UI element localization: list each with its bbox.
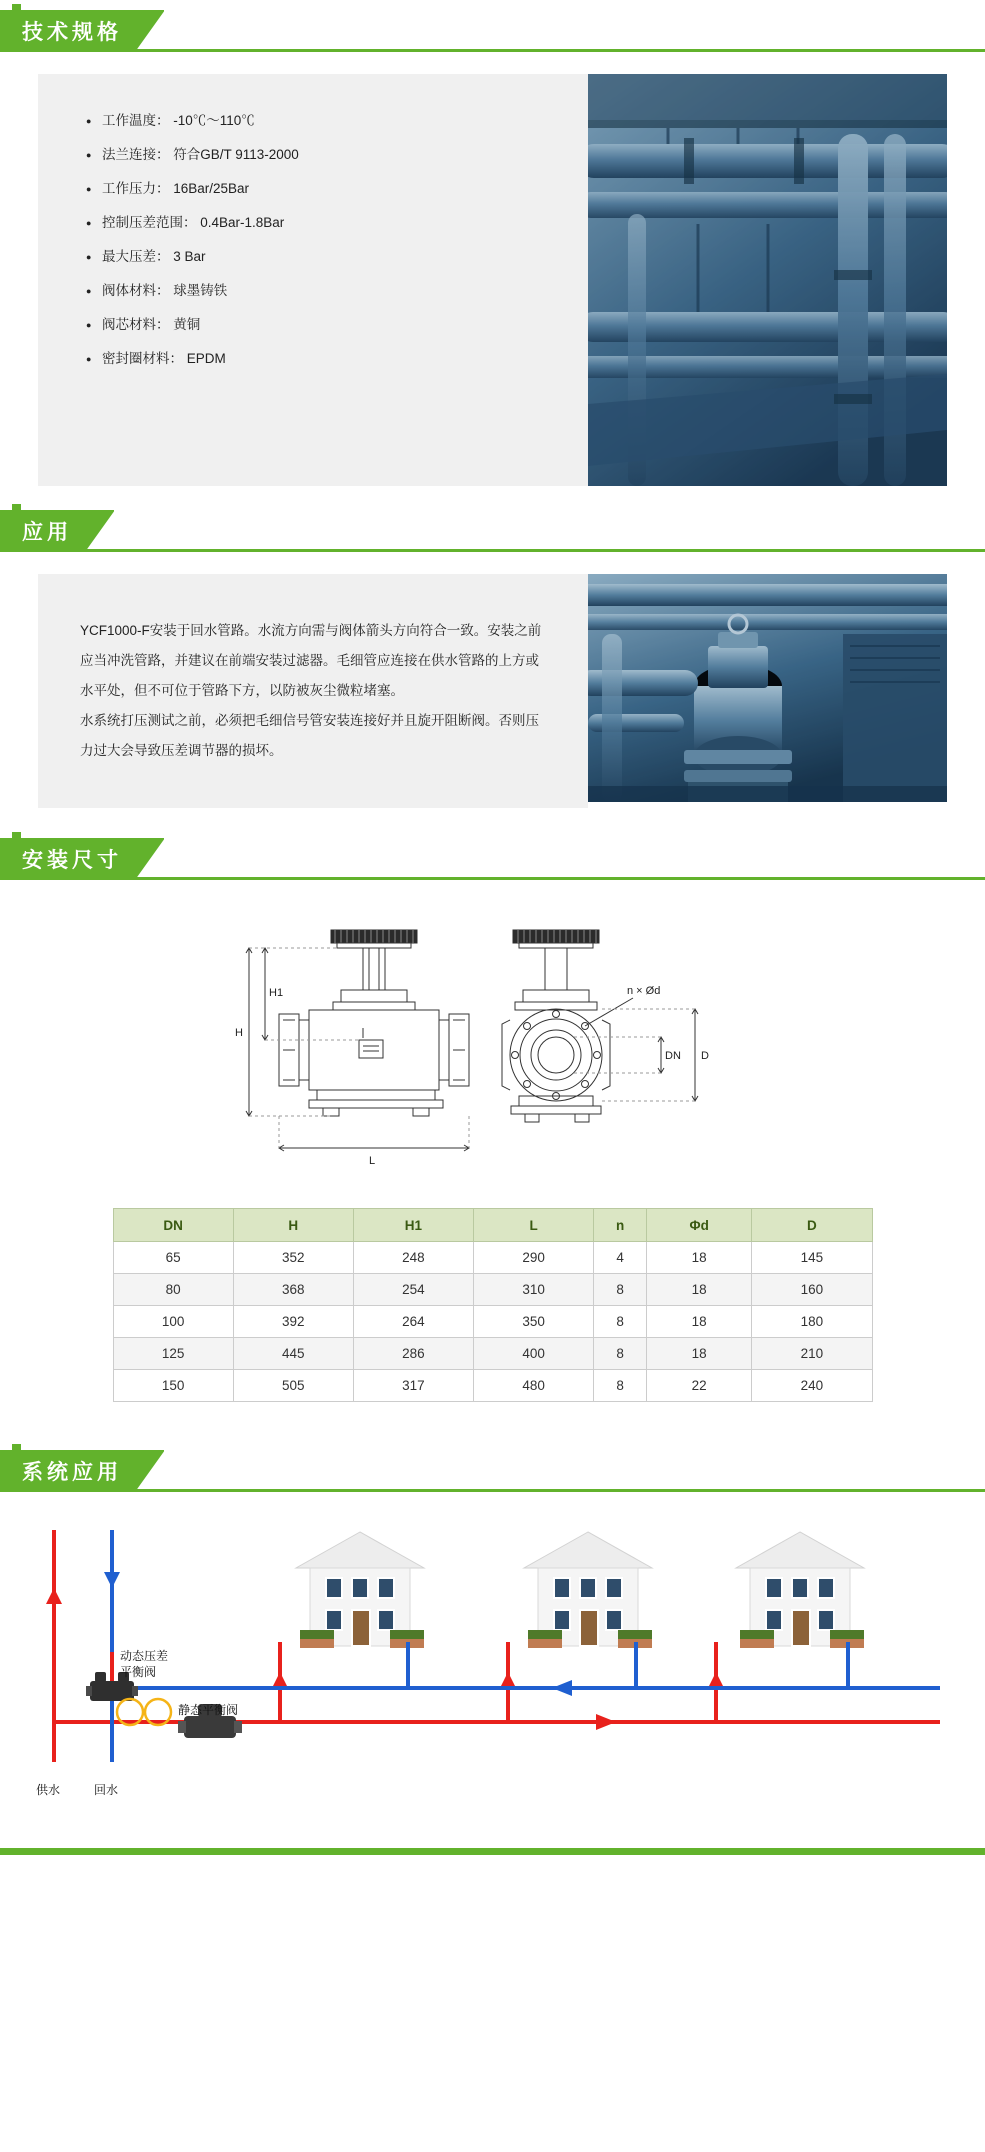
flow-arrow-up [708, 1672, 724, 1688]
table-header-cell: H [233, 1209, 353, 1242]
spec-list [38, 74, 588, 486]
table-cell: 145 [752, 1242, 872, 1274]
label-dynamic-valve-line2: 平衡阀 [120, 1665, 157, 1679]
table-cell: 264 [353, 1306, 473, 1338]
table-header-cell: L [474, 1209, 594, 1242]
spec-item: ● 法兰连接： 符合GB/T 9113-2000 [86, 142, 588, 168]
dim-label-l: L [368, 1155, 375, 1167]
flow-arrow-up [272, 1672, 288, 1688]
table-cell: 18 [647, 1306, 752, 1338]
label-return: 回水 [94, 1783, 119, 1797]
table-cell: 22 [647, 1370, 752, 1402]
table-cell: 125 [113, 1338, 233, 1370]
table-cell: 286 [353, 1338, 473, 1370]
table-cell: 4 [594, 1242, 647, 1274]
table-cell: 210 [752, 1338, 872, 1370]
flow-arrow-down [104, 1572, 120, 1588]
table-cell: 480 [474, 1370, 594, 1402]
spec-item: ● 阀体材料： 球墨铸铁 [86, 278, 588, 304]
table-cell: 400 [474, 1338, 594, 1370]
technical-drawing [0, 890, 985, 1190]
system-diagram [0, 1502, 985, 1832]
footer-bar [0, 1848, 985, 1855]
table-cell: 445 [233, 1338, 353, 1370]
spec-block [38, 74, 947, 486]
flow-arrow-left [552, 1680, 572, 1696]
label-dynamic-valve-line1: 动态压差 [120, 1649, 169, 1663]
table-cell: 80 [113, 1274, 233, 1306]
dim-label-h: H [234, 1027, 243, 1039]
product-spec-page [0, 10, 985, 1875]
table-header-cell: n [594, 1209, 647, 1242]
table-cell: 350 [474, 1306, 594, 1338]
dimension-table-wrapper [0, 1190, 985, 1430]
table-cell: 352 [233, 1242, 353, 1274]
dim-label-holes: n × Ød [626, 985, 660, 997]
table-cell: 160 [752, 1274, 872, 1306]
house-group-1 [296, 1532, 424, 1648]
application-block [38, 574, 947, 808]
application-text [38, 574, 588, 808]
spec-item: ● 最大压差： 3 Bar [86, 244, 588, 270]
table-header-cell: H1 [353, 1209, 473, 1242]
spec-item: ● 阀芯材料： 黄铜 [86, 312, 588, 338]
table-cell: 248 [353, 1242, 473, 1274]
table-cell: 150 [113, 1370, 233, 1402]
valve-dimension-drawing [213, 920, 773, 1180]
section-underline [0, 1489, 985, 1492]
table-cell: 254 [353, 1274, 473, 1306]
table-cell: 392 [233, 1306, 353, 1338]
section-underline [0, 49, 985, 52]
table-cell: 368 [233, 1274, 353, 1306]
house-group-3 [736, 1532, 864, 1648]
section-header-spec [0, 10, 985, 52]
table-cell: 240 [752, 1370, 872, 1402]
dim-label-h1: H1 [268, 987, 283, 999]
valve-photo-illustration [588, 574, 947, 802]
table-cell: 8 [594, 1370, 647, 1402]
table-row [113, 1242, 872, 1274]
table-header-cell: DN [113, 1209, 233, 1242]
flow-arrow-up [46, 1588, 62, 1604]
section-title-spec: 技术规格 [0, 10, 164, 52]
table-cell: 8 [594, 1274, 647, 1306]
flow-arrow-up [500, 1672, 516, 1688]
table-cell: 18 [647, 1338, 752, 1370]
spec-item: ● 控制压差范围： 0.4Bar-1.8Bar [86, 210, 588, 236]
house-group-2 [524, 1532, 652, 1648]
section-underline [0, 549, 985, 552]
spec-item: ● 工作温度： -10℃～110℃ [86, 108, 588, 134]
dim-label-d: D [700, 1050, 709, 1062]
section-title-dimensions: 安装尺寸 [0, 838, 164, 880]
section-title-system: 系统应用 [0, 1450, 164, 1492]
label-supply: 供水 [36, 1783, 61, 1797]
table-cell: 505 [233, 1370, 353, 1402]
section-underline [0, 877, 985, 880]
valve-installation-photo [588, 574, 947, 802]
table-row [113, 1338, 872, 1370]
table-cell: 18 [647, 1274, 752, 1306]
table-cell: 100 [113, 1306, 233, 1338]
table-cell: 180 [752, 1306, 872, 1338]
application-paragraph: 水系统打压测试之前，必须把毛细信号管安装连接好并且旋开阻断阀。否则压力过大会导致压差调节器的损坏。 [80, 713, 539, 758]
table-header-cell: Φd [647, 1209, 752, 1242]
industrial-piping-photo [588, 74, 947, 486]
dimension-table [113, 1208, 873, 1402]
table-header-cell: D [752, 1209, 872, 1242]
table-row [113, 1370, 872, 1402]
section-header-dimensions [0, 838, 985, 880]
section-header-application [0, 510, 985, 552]
piping-illustration [588, 74, 947, 486]
dim-label-dn: DN [664, 1050, 681, 1062]
spec-item: ● 工作压力： 16Bar/25Bar [86, 176, 588, 202]
table-cell: 65 [113, 1242, 233, 1274]
table-cell: 317 [353, 1370, 473, 1402]
table-row [113, 1306, 872, 1338]
table-header-row [113, 1209, 872, 1242]
table-cell: 8 [594, 1306, 647, 1338]
section-title-application: 应用 [0, 510, 114, 552]
system-schematic [0, 1512, 985, 1832]
table-cell: 290 [474, 1242, 594, 1274]
flow-arrow-right [596, 1714, 616, 1730]
table-row [113, 1274, 872, 1306]
section-header-system [0, 1450, 985, 1492]
spec-item: ● 密封圈材料： EPDM [86, 346, 588, 372]
table-cell: 18 [647, 1242, 752, 1274]
table-cell: 310 [474, 1274, 594, 1306]
table-cell: 8 [594, 1338, 647, 1370]
label-static-valve: 静态平衡阀 [178, 1703, 239, 1717]
application-paragraph: YCF1000-F安装于回水管路。水流方向需与阀体箭头方向符合一致。安装之前应当冲洗管路，并建议在前端安装过滤器。毛细管应连接在供水管路的上方或水平处，但不可位于管路下方，以防被灰尘微粒堵塞。 [80, 623, 542, 698]
